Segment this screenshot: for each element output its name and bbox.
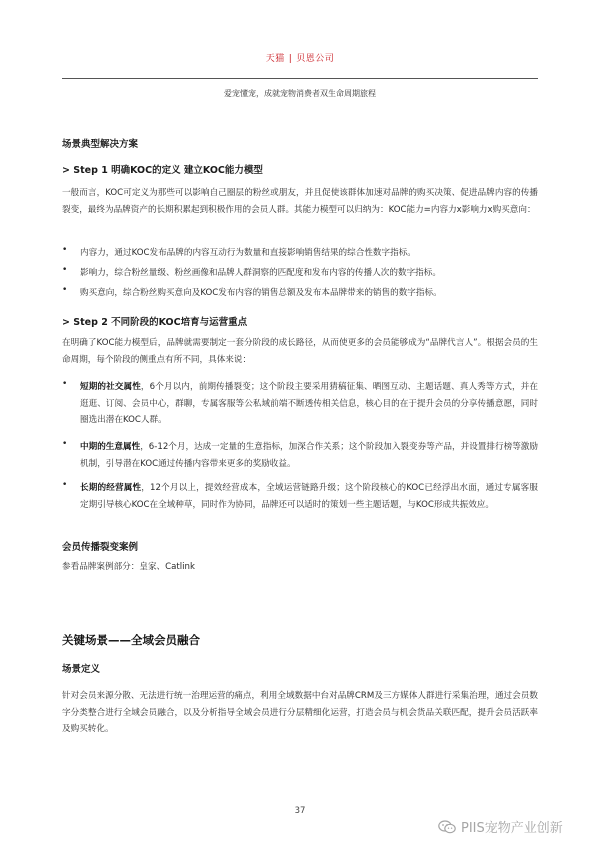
step2-paragraph: 在明确了KOC能力模型后，品牌就需要制定一套分阶段的成长路径，从而使更多的会员能够成为“品牌代言人”。根据会员的生命周期，每个阶段的侧重点有所不同，具体来说： (62, 338, 538, 365)
header-divider (62, 78, 538, 79)
section-heading-key-scene: 关键场景——全域会员融合 (62, 633, 200, 647)
bullet-dot: • (62, 265, 68, 275)
brand-bain: 贝恩公司 (296, 54, 335, 64)
brand-separator: | (288, 54, 293, 64)
bullet-text: 内容力，通过KOC发布品牌的内容互动行为数量和直接影响销售结果的综合性数字指标。 (80, 248, 416, 258)
header-subtitle: 爱宠懂宠，成就宠物消费者双生命周期旅程 (224, 89, 376, 98)
bullet-bold-label: 短期的社交属性 (80, 382, 141, 392)
bullet-dot: • (62, 245, 68, 255)
step2-title: > Step 2 不同阶段的KOC培育与运营重点 (62, 317, 248, 328)
bullet-text: ，6-12个月，达成一定量的生意指标，加深合作关系；这个阶段加入裂变券等产品，并设置排行榜等激励机制，引导潜在KOC通过传播内容带来更多的奖励收益。 (80, 442, 538, 469)
step1-bullet-1 (62, 245, 538, 262)
section-heading-solutions: 场景典型解决方案 (62, 139, 139, 150)
case-text: 参看品牌案例部分：皇家、Catlink (62, 562, 195, 572)
header-brands (0, 51, 600, 64)
bullet-dot: • (62, 379, 68, 389)
bullet-bold-label: 中期的生意属性 (80, 442, 141, 452)
watermark (438, 817, 563, 836)
scene-definition-heading: 场景定义 (62, 664, 101, 675)
bullet-bold-label: 长期的经营属性 (80, 483, 142, 493)
wechat-icon (438, 820, 456, 834)
step1-bullet-3 (62, 285, 538, 302)
bullet-text: 购买意向，综合粉丝购买意向及KOC发布内容的销售总额及发布本品牌带来的销售的数字指标。 (80, 288, 442, 298)
step2-bullet-long-term (62, 480, 538, 513)
step1-title: > Step 1 明确KOC的定义 建立KOC能力模型 (62, 165, 263, 176)
bullet-text: ，12个月以上，提效经营成本，全域运营链路升级；这个阶段核心的KOC已经浮出水面，通过专属客服定期引导核心KOC在全域种草，同时作为协同，品牌还可以适时的策划一些主题话题，与KOC形成共振效应。 (80, 483, 538, 510)
scene-definition-paragraph: 针对会员来源分散、无法进行统一治理运营的痛点，利用全域数据中台对品牌CRM及三方媒体人群进行采集治理，通过会员数字分类整合进行全域会员融合，以及分析指导全域会员进行分层精细化运营，打造会员与机会货品关联匹配，提升会员活跃率及购买转化。 (62, 691, 538, 734)
step2-bullet-short-term (62, 379, 538, 429)
brand-tmall: 天猫 (265, 54, 285, 64)
step1-paragraph: 一般而言，KOC可定义为那些可以影响自己圈层的粉丝或朋友，并且促使该群体加速对品牌的购买决策、促进品牌内容的传播裂变，最终为品牌资产的长期积累起到积极作用的会员人群。其能力模型可以归纳为：KOC能力=内容力x影响力x购买意向： (62, 188, 538, 215)
page-number: 37 (294, 806, 306, 816)
step2-bullet-mid-term (62, 439, 538, 472)
bullet-dot: • (62, 285, 68, 295)
case-heading: 会员传播裂变案例 (62, 542, 139, 553)
bullet-dot: • (62, 439, 68, 449)
bullet-text: ，6个月以内，前期传播裂变；这个阶段主要采用猜稿征集、晒图互动、主题话题、真人秀等方式，并在逛逛、订阅、会员中心，群聊，专属客服等公私域前端不断透传相关信息，核心目的在于提升会员的分享传播意愿，同时圈选出潜在KOC人群。 (80, 382, 538, 425)
watermark-text: PIIS宠物产业创新 (461, 821, 563, 836)
bullet-text: 影响力，综合粉丝量级、粉丝画像和品牌人群洞察的匹配度和发布内容的传播人次的数字指标。 (80, 268, 441, 278)
step1-bullet-2 (62, 265, 538, 282)
bullet-dot: • (62, 480, 68, 490)
